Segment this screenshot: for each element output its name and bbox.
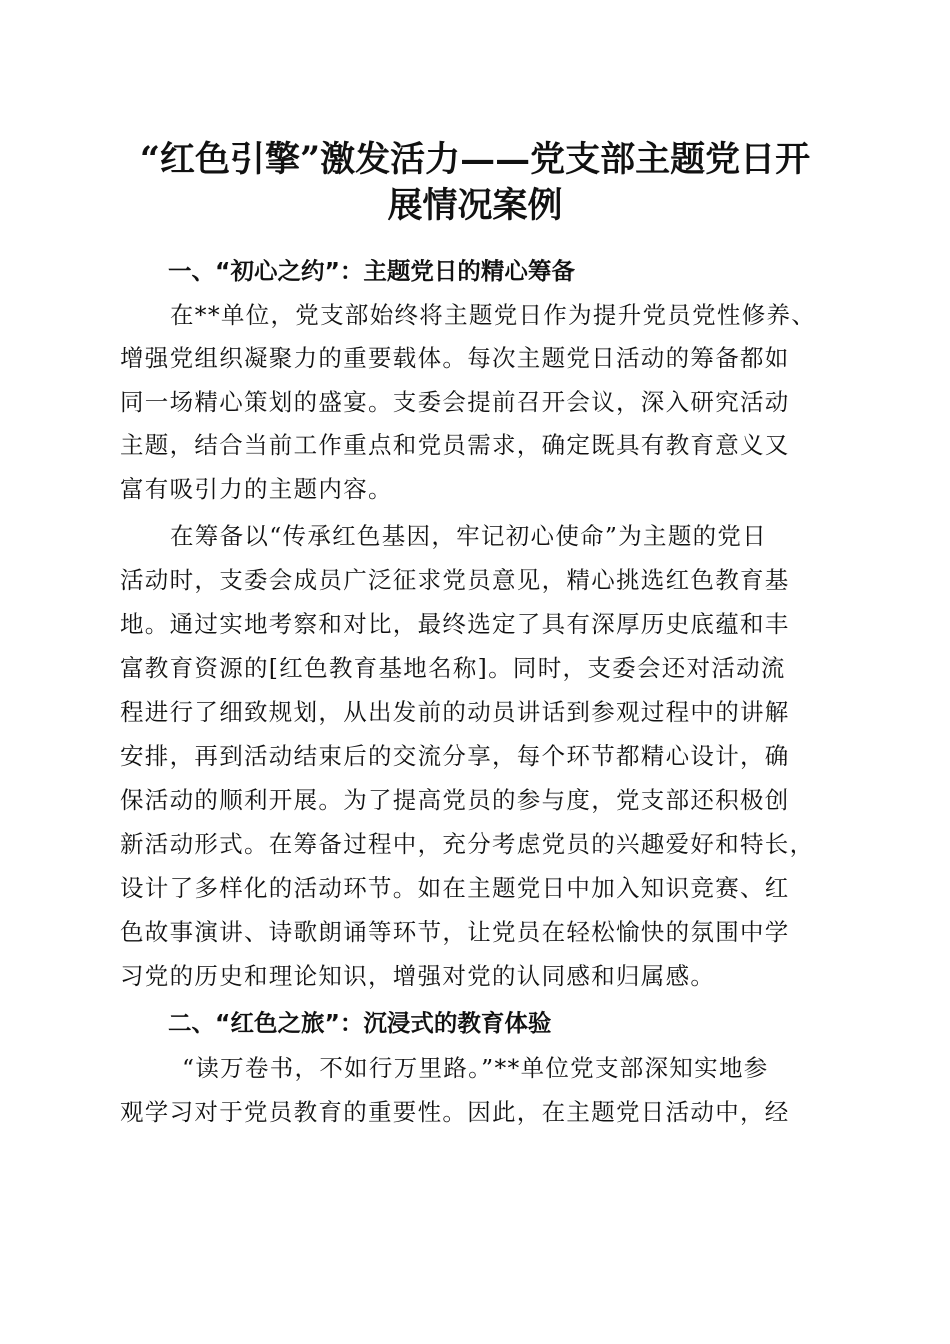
paragraph-line: 同一场精心策划的盛宴。支委会提前召开会议，深入研究活动	[120, 388, 790, 416]
paragraph-line: 在**单位，党支部始终将主题党日作为提升党员党性修养、	[170, 301, 817, 329]
paragraph-line: 色故事演讲、诗歌朗诵等环节，让党员在轻松愉快的氛围中学	[120, 918, 790, 946]
paragraph-line: 地。通过实地考察和对比，最终选定了具有深厚历史底蕴和丰	[120, 610, 790, 638]
paragraph-line: 设计了多样化的活动环节。如在主题党日中加入知识竞赛、红	[120, 874, 790, 902]
paragraph-line: 程进行了细致规划，从出发前的动员讲话到参观过程中的讲解	[120, 698, 790, 726]
paragraph-line: 增强党组织凝聚力的重要载体。每次主题党日活动的筹备都如	[120, 344, 790, 372]
paragraph-line: 富教育资源的[红色教育基地名称]。同时，支委会还对活动流	[120, 654, 786, 682]
paragraph-line: 活动时，支委会成员广泛征求党员意见，精心挑选红色教育基	[120, 566, 790, 594]
document-title-line-2: 展情况案例	[387, 185, 563, 226]
paragraph-line: 富有吸引力的主题内容。	[120, 475, 393, 503]
section-1-heading: 一、“初心之约”：主题党日的精心筹备	[168, 257, 575, 285]
paragraph-line: 安排，再到活动结束后的交流分享，每个环节都精心设计，确	[120, 742, 790, 770]
paragraph-line: 主题，结合当前工作重点和党员需求，确定既具有教育意义又	[120, 431, 790, 459]
paragraph-line: 新活动形式。在筹备过程中，充分考虑党员的兴趣爱好和特长，	[120, 830, 815, 858]
paragraph-line: 在筹备以“传承红色基因，牢记初心使命”为主题的党日	[170, 522, 768, 550]
paragraph-line: 习党的历史和理论知识，增强对党的认同感和归属感。	[120, 962, 716, 990]
section-2-heading: 二、“红色之旅”：沉浸式的教育体验	[168, 1009, 552, 1037]
paragraph-line: “读万卷书，不如行万里路。”**单位党支部深知实地参	[182, 1054, 769, 1082]
paragraph-line: 观学习对于党员教育的重要性。因此，在主题党日活动中，经	[120, 1098, 790, 1126]
document-title-line-1: “红色引擎”激发活力——党支部主题党日开	[139, 139, 811, 180]
paragraph-line: 保活动的顺利开展。为了提高党员的参与度，党支部还积极创	[120, 786, 790, 814]
